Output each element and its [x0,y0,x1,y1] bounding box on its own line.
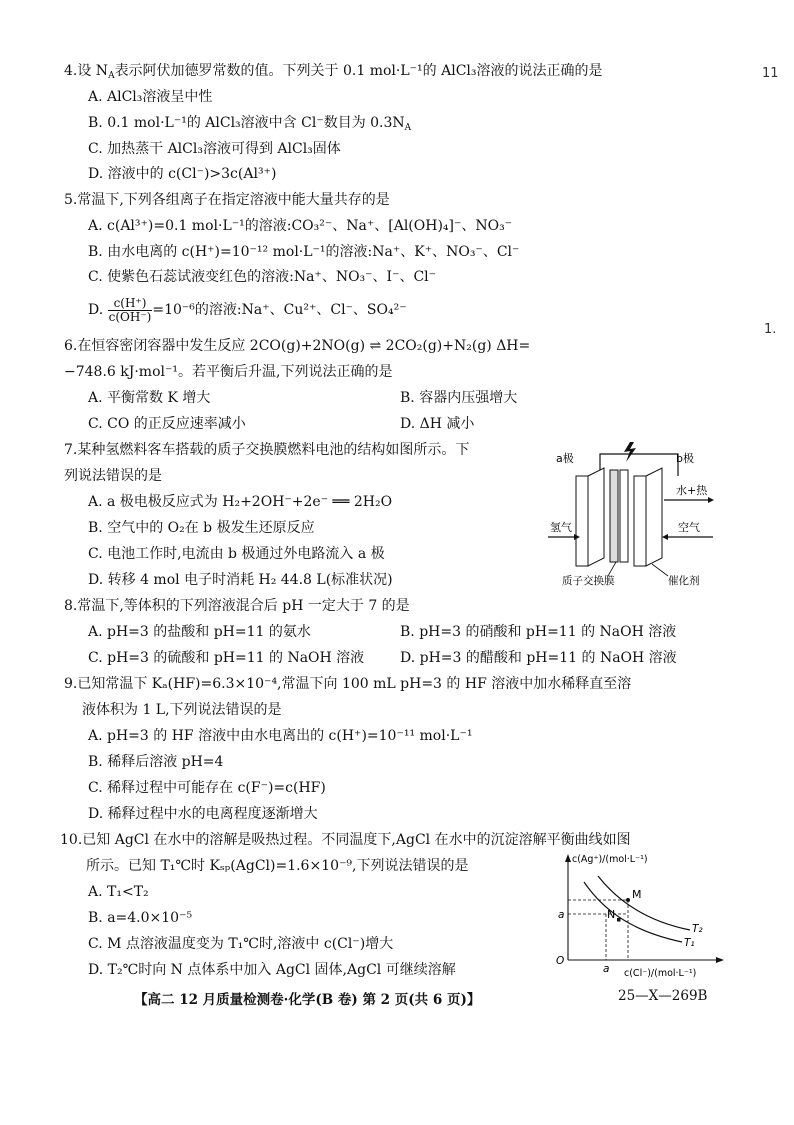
q9-stem-2: 液体积为 1 L,下列说法错误的是 [82,702,282,718]
q4-option-a: A. AlCl₃溶液呈中性 [88,89,213,105]
q8-option-d: D. pH=3 的醋酸和 pH=11 的 NaOH 溶液 [400,650,677,666]
q5-option-a: A. c(Al³⁺)=0.1 mol·L⁻¹的溶液:CO₃²⁻、Na⁺、[Al(OH)₄]⁻、NO₃⁻ [88,218,513,234]
label-water-heat: 水+热 [676,484,708,497]
label-a-x: a [603,963,610,975]
y-axis-label: c(Ag⁺)/(mol·L⁻¹) [572,854,648,865]
q6-stem-2: −748.6 kJ·mol⁻¹。若平衡后升温,下列说法正确的是 [64,364,393,380]
label-n: N [607,908,616,921]
electrode-b [646,468,662,566]
q8-stem: 8.常温下,等体积的下列溶液混合后 pH 一定大于 7 的是 [64,598,410,614]
q7-option-b: B. 空气中的 O₂在 b 极发生还原反应 [88,520,315,536]
q5-stem: 5.常温下,下列各组离子在指定溶液中能大量共存的是 [64,192,390,208]
q9-option-b: B. 稀释后溶液 pH=4 [88,754,224,770]
q4-option-b: B. 0.1 mol·L⁻¹的 AlCl₃溶液中含 Cl⁻数目为 $0.3N_A$ [88,115,412,133]
point-m [626,898,630,902]
water-heat-arrowhead [708,497,714,503]
q9-stem-1: 9.已知常温下 Kₐ(HF)=6.3×10⁻⁴,常温下向 100 mL pH=3 的 HF 溶液中加水稀释直至溶 [64,676,632,692]
q6-stem-1: 6.在恒容密闭容器中发生反应 2CO(g)+2NO(g) ⇌ 2CO₂(g)+N₂(g) ΔH= [64,338,531,354]
origin-label: O [556,955,565,967]
electrode-a-front [576,476,588,566]
q10-option-b: B. a=4.0×10⁻⁵ [88,910,193,926]
label-a-y: a [558,909,565,921]
q9-option-d: D. 稀释过程中水的电离程度逐渐增大 [88,806,318,822]
q7-option-c: C. 电池工作时,电流由 b 极通过外电路流入 a 极 [88,546,385,562]
curve-t2 [598,876,690,930]
label-b-pole: b极 [676,452,694,465]
q10-stem-2: 所示。已知 T₁℃时 Kₛₚ(AgCl)=1.6×10⁻⁹,下列说法错误的是 [86,858,469,874]
fuel-cell-diagram [548,436,718,586]
q8-option-c: C. pH=3 的硫酸和 pH=11 的 NaOH 溶液 [88,650,365,666]
x-axis-arrow [716,957,724,963]
lightning-icon [624,442,636,462]
point-n [617,918,621,922]
q10-option-a: A. T₁<T₂ [88,884,149,900]
q5-option-c: C. 使紫色石蕊试液变红色的溶液:Na⁺、NO₃⁻、I⁻、Cl⁻ [88,269,437,285]
label-m: M [632,888,642,901]
q4-option-d: D. 溶液中的 c(Cl⁻)>3c(Al³⁺) [88,166,277,182]
q7-stem-1: 7.某种氢燃料客车搭载的质子交换膜燃料电池的结构如图所示。下 [64,442,470,458]
q10-stem-1: 10.已知 AgCl 在水中的溶解是吸热过程。不同温度下,AgCl 在水中的沉淀溶解平衡曲线如图 [60,832,631,848]
q5-option-d: D. $\frac{c(H^+)}{c(OH^-)}$ =10⁻⁶的溶液:Na⁺、Cu²⁺、Cl⁻、SO₄²⁻ [88,295,407,324]
q9-option-a: A. pH=3 的 HF 溶液中由水电离出的 c(H⁺)=10⁻¹¹ mol·L⁻¹ [88,728,473,744]
margin-mark-mid: 1. [764,322,777,337]
label-hydrogen: 氢气 [550,521,572,534]
solubility-curve-diagram [550,852,730,982]
q4-option-c: C. 加热蒸干 AlCl₃溶液可得到 AlCl₃固体 [88,141,341,157]
q7-stem-2: 列说法错误的是 [64,468,162,484]
air-arrowhead [662,534,668,540]
q6-option-d: D. ΔH 减小 [400,416,475,432]
q9-option-c: C. 稀释过程中可能存在 c(F⁻)=c(HF) [88,780,326,796]
proton-membrane [610,470,618,562]
q7-option-a: A. a 极电极反应式为 H₂+2OH⁻+2e⁻ ══ 2H₂O [88,494,393,510]
page-footer: 【高二 12 月质量检测卷·化学(B 卷) 第 2 页(共 6 页)】 [134,992,481,1008]
catalyst-pointer [652,564,668,576]
label-a-pole: a极 [556,452,574,465]
q8-option-b: B. pH=3 的硝酸和 pH=11 的 NaOH 溶液 [400,624,677,640]
q10-option-c: C. M 点溶液温度变为 T₁℃时,溶液中 c(Cl⁻)增大 [88,936,394,952]
q6-option-a: A. 平衡常数 K 增大 [88,390,211,406]
q6-option-b: B. 容器内压强增大 [400,390,518,406]
membrane-pointer [608,562,616,576]
q7-option-d: D. 转移 4 mol 电子时消耗 H₂ 44.8 L(标准状况) [88,572,393,588]
label-membrane: 质子交换膜 [562,575,615,586]
fraction: $\frac{c(H^+)}{c(OH^-)}$ [108,295,152,324]
q8-option-a: A. pH=3 的盐酸和 pH=11 的氨水 [88,624,311,640]
electrode-a [588,468,604,566]
q5-option-b: B. 由水电离的 c(H⁺)=10⁻¹² mol·L⁻¹的溶液:Na⁺、K⁺、NO₃⁻、Cl⁻ [88,244,520,260]
label-catalyst: 催化剂 [668,575,700,586]
x-axis-label: c(Cl⁻)/(mol·L⁻¹) [624,968,697,979]
membrane-layer-2 [620,470,628,562]
label-t2: T₂ [692,923,703,935]
label-t1: T₁ [684,937,695,949]
margin-mark-top: 11 [762,66,779,81]
y-axis-arrow [565,854,571,862]
q4-stem: 4.设 $N_A$表示阿伏加德罗常数的值。下列关于 0.1 mol·L⁻¹的 AlCl₃溶液的说法正确的是 [64,63,603,81]
q10-option-d: D. T₂℃时向 N 点体系中加入 AgCl 固体,AgCl 可继续溶解 [88,962,456,978]
label-air: 空气 [678,521,700,534]
q6-option-c: C. CO 的正反应速率减小 [88,416,246,432]
exam-code: 25—X—269B [618,988,708,1004]
electrode-b-front [634,476,646,566]
